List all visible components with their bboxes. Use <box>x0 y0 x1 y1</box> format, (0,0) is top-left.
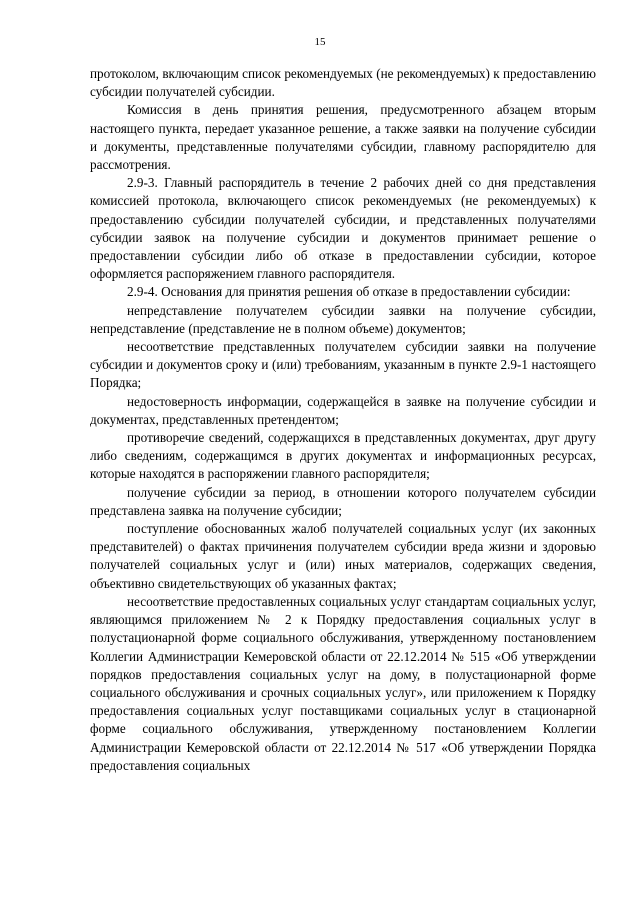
paragraph-8: противоречие сведений, содержащихся в представленных документах, друг другу либо сведениям, содержащимся в других документах и информационных ресурсах, которые находятся в распоряжении главного распорядителя; <box>90 430 596 482</box>
paragraph-9: получение субсидии за период, в отношении которого получателем субсидии представлена заявка на получение субсидии; <box>90 484 596 518</box>
paragraph-3: 2.9-3. Главный распорядитель в течение 2 рабочих дней со дня представления комиссией протокола, включающего список рекомендуемых (не рекомендуемых) к предоставлению субсидии получателей субсидии, и представленных получателями субсидии заявок на получение субсидии и документов принимает решение о предоставлении субсидии либо об отказе в предоставлении субсидии, которое оформляется распоряжением главного распорядителя. <box>90 175 596 282</box>
page-number: 15 <box>314 36 326 48</box>
document-body <box>90 65 596 775</box>
paragraph-11: несоответствие предоставленных социальных услуг стандартам социальных услуг, являющимся приложением № 2 к Порядку предоставления социальных услуг в полустационарной форме социального обслуживания, утвержденному постановлением Коллегии Администрации Кемеровской области от 22.12.2014 № 515 «Об утверждении порядков предоставления социальных услуг на дому, в полустационарной форме социального обслуживания и срочных социальных услуг», или приложением к Порядку предоставления социальных услуг поставщиками социальных услуг в стационарной форме социального обслуживания, утвержденному постановлением Коллегии Администрации Кемеровской области от 22.12.2014 № 517 «Об утверждении Порядка предоставления социальных <box>90 593 596 773</box>
paragraph-2: Комиссия в день принятия решения, предусмотренного абзацем вторым настоящего пункта, передает указанное решение, а также заявки на получение субсидии и документы, представленные получателями субсидии, главному распорядителю для рассмотрения. <box>90 102 596 173</box>
paragraph-6: несоответствие представленных получателем субсидии заявки на получение субсидии и документов сроку и (или) требованиям, указанным в пункте 2.9-1 настоящего Порядка; <box>90 339 596 391</box>
paragraph-10: поступление обоснованных жалоб получателей социальных услуг (их законных представителей) о фактах причинения получателем субсидии вреда жизни и здоровью получателей социальных услуг и (или) иных материалов, содержащих сведения, объективно свидетельствующих об указанных фактах; <box>90 521 596 591</box>
paragraph-7: недостоверность информации, содержащейся в заявке на получение субсидии и документах, представленных претендентом; <box>90 393 596 427</box>
paragraph-4: 2.9-4. Основания для принятия решения об отказе в предоставлении субсидии: <box>127 284 571 300</box>
paragraph-5: непредставление получателем субсидии заявки на получение субсидии, непредставление (представление не в полном объеме) документов; <box>90 302 596 336</box>
paragraph-1: протоколом, включающим список рекомендуемых (не рекомендуемых) к предоставлению субсидии получателей субсидии. <box>90 66 596 100</box>
